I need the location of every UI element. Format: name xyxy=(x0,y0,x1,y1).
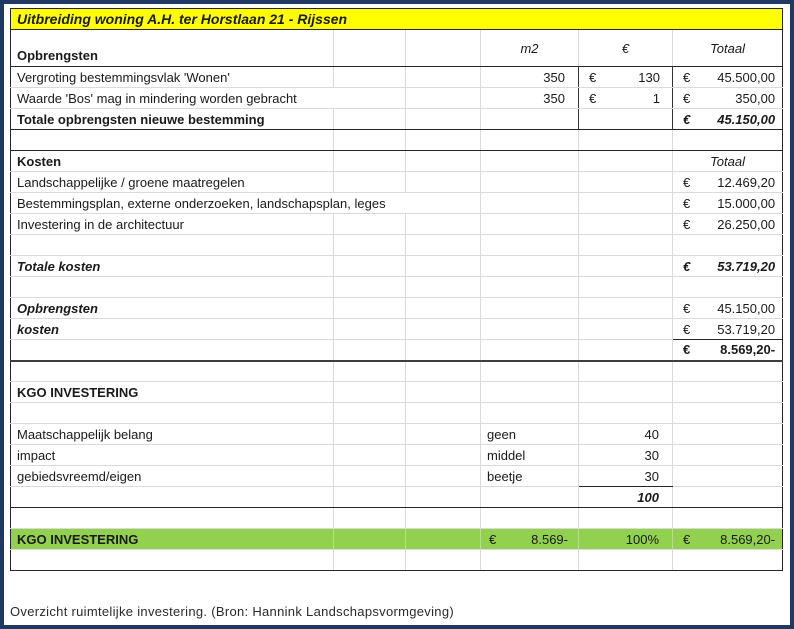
spacer-row xyxy=(11,277,783,298)
totaal-amount: 8.569,20- xyxy=(720,342,776,358)
eur-cell xyxy=(579,88,673,109)
kgo-value: geen xyxy=(481,424,579,445)
row-label: Bestemmingsplan, externe onderzoeken, landschapsplan, leges xyxy=(11,193,481,214)
spacer-row xyxy=(11,361,783,382)
column-header-totaal: Totaal xyxy=(673,30,783,67)
totaal-amount: 15.000,00 xyxy=(717,195,776,211)
totaal-cell xyxy=(673,214,783,235)
eur-cell xyxy=(579,67,673,88)
row-label: Maatschappelijk belang xyxy=(11,424,334,445)
totaal-amount: 45.500,00 xyxy=(717,69,776,85)
kgo-points-total: 100 xyxy=(579,487,673,508)
currency-symbol: € xyxy=(589,90,597,106)
totaal-amount: 12.469,20 xyxy=(717,174,776,190)
table-row-saldo-result xyxy=(11,340,783,361)
table-row-points-total xyxy=(11,487,783,508)
table-row-investering-architectuur xyxy=(11,214,783,235)
currency-symbol: € xyxy=(683,69,691,85)
row-label: Waarde 'Bos' mag in mindering worden gebracht xyxy=(11,88,406,109)
totaal-cell xyxy=(673,529,783,550)
currency-symbol: € xyxy=(489,531,497,547)
totaal-amount: 350,00 xyxy=(735,90,776,106)
column-header-eur: € xyxy=(579,30,673,67)
totaal-amount: 45.150,00 xyxy=(717,300,776,316)
investment-table xyxy=(10,8,783,571)
row-label: Investering in de architectuur xyxy=(11,214,334,235)
currency-symbol: € xyxy=(683,90,691,106)
table-row-totale-kosten xyxy=(11,256,783,277)
kgo-points: 30 xyxy=(579,466,673,487)
table-row-impact xyxy=(11,445,783,466)
spacer-row xyxy=(11,235,783,256)
totaal-cell xyxy=(673,88,783,109)
table-row-gebiedsvreemd xyxy=(11,466,783,487)
row-label: impact xyxy=(11,445,334,466)
section-row-kgo xyxy=(11,382,783,403)
kgo-result-amount-cell xyxy=(481,529,579,550)
m2-value: 350 xyxy=(481,67,579,88)
kgo-value: middel xyxy=(481,445,579,466)
totaal-cell xyxy=(673,172,783,193)
row-label: Totale kosten xyxy=(11,256,334,277)
column-header-totaal-kosten: Totaal xyxy=(673,151,783,172)
table-row-saldo-kosten xyxy=(11,319,783,340)
table-row-maatschappelijk-belang xyxy=(11,424,783,445)
table-row-totale-opbrengsten xyxy=(11,109,783,130)
kgo-points: 30 xyxy=(579,445,673,466)
totaal-amount: 53.719,20 xyxy=(717,321,776,337)
section-row-kosten xyxy=(11,151,783,172)
title-row xyxy=(11,9,783,30)
figure-caption: Overzicht ruimtelijke investering. (Bron: Hannink Landschapsvormgeving) xyxy=(10,604,454,619)
eur-amount: 1 xyxy=(652,90,660,106)
totaal-amount: 53.719,20 xyxy=(717,258,776,274)
table-row-bestemmingsplan xyxy=(11,193,783,214)
row-label: Landschappelijke / groene maatregelen xyxy=(11,172,334,193)
currency-symbol: € xyxy=(683,342,691,358)
totaal-cell xyxy=(673,319,783,340)
currency-symbol: € xyxy=(683,174,691,190)
currency-symbol: € xyxy=(683,300,691,316)
row-label: Totale opbrengsten nieuwe bestemming xyxy=(11,109,334,130)
totaal-cell xyxy=(673,298,783,319)
section-label-opbrengsten: Opbrengsten xyxy=(11,30,334,67)
kgo-result-amount: 8.569- xyxy=(531,531,568,547)
totaal-cell xyxy=(673,109,783,130)
row-label: kosten xyxy=(11,319,334,340)
kgo-result-percentage: 100% xyxy=(579,529,673,550)
currency-symbol: € xyxy=(683,195,691,211)
currency-symbol: € xyxy=(683,258,691,274)
table-row-saldo-opbrengsten xyxy=(11,298,783,319)
kgo-value: beetje xyxy=(481,466,579,487)
totaal-cell xyxy=(673,67,783,88)
row-label: gebiedsvreemd/eigen xyxy=(11,466,334,487)
totaal-cell xyxy=(673,193,783,214)
section-label-kosten: Kosten xyxy=(11,151,334,172)
totaal-amount: 45.150,00 xyxy=(717,111,776,127)
kgo-points: 40 xyxy=(579,424,673,445)
table-row-waarde-bos xyxy=(11,88,783,109)
spacer-row xyxy=(11,403,783,424)
kgo-result-label: KGO INVESTERING xyxy=(11,529,334,550)
totaal-cell xyxy=(673,340,783,361)
table-row-vergroting xyxy=(11,67,783,88)
totaal-amount: 8.569,20- xyxy=(720,531,776,547)
eur-amount: 130 xyxy=(638,69,660,85)
currency-symbol: € xyxy=(683,216,691,232)
currency-symbol: € xyxy=(683,531,691,547)
currency-symbol: € xyxy=(683,111,691,127)
currency-symbol: € xyxy=(589,69,597,85)
spacer-row xyxy=(11,508,783,529)
currency-symbol: € xyxy=(683,321,691,337)
spacer-row xyxy=(11,130,783,151)
totaal-amount: 26.250,00 xyxy=(717,216,776,232)
table-title: Uitbreiding woning A.H. ter Horstlaan 21 - Rijssen xyxy=(11,9,783,30)
table-row-kgo-result xyxy=(11,529,783,550)
table-row-landschappelijke xyxy=(11,172,783,193)
column-header-row xyxy=(11,30,783,67)
row-label: Vergroting bestemmingsvlak 'Wonen' xyxy=(11,67,334,88)
row-label: Opbrengsten xyxy=(11,298,334,319)
column-header-m2: m2 xyxy=(481,30,579,67)
totaal-cell xyxy=(673,256,783,277)
m2-value: 350 xyxy=(481,88,579,109)
spacer-row xyxy=(11,550,783,571)
section-label-kgo: KGO INVESTERING xyxy=(11,382,334,403)
